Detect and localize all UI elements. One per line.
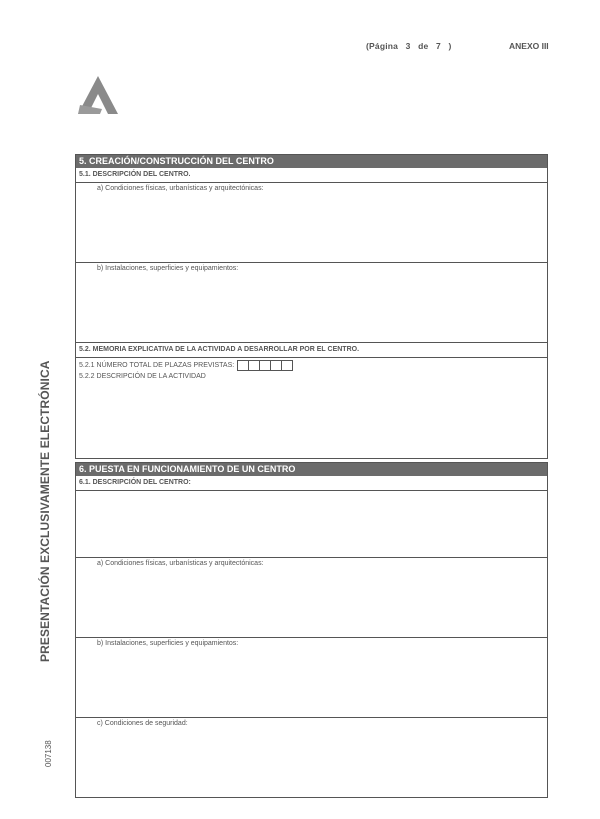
section-6-1-field-a[interactable] bbox=[76, 558, 547, 638]
places-input[interactable] bbox=[237, 360, 292, 371]
section-5-1-title: 5.1. DESCRIPCIÓN DEL CENTRO. bbox=[76, 168, 547, 183]
section-6-1-field-b[interactable] bbox=[76, 638, 547, 718]
page-number: (Página 3 de 7 ) bbox=[366, 41, 452, 51]
annex-label: ANEXO III bbox=[509, 41, 549, 51]
section-6-1-title: 6.1. DESCRIPCIÓN DEL CENTRO: bbox=[76, 476, 547, 491]
section-5-1-field-a[interactable] bbox=[76, 183, 547, 263]
places-row bbox=[76, 358, 547, 372]
section-5-creation bbox=[75, 154, 548, 459]
section-6-operation bbox=[75, 462, 548, 798]
activity-description-label: 5.2.2 DESCRIPCIÓN DE LA ACTIVIDAD bbox=[79, 373, 206, 380]
field-label: b) Instalaciones, superficies y equipamientos: bbox=[97, 640, 239, 647]
electronic-submission-notice: PRESENTACIÓN EXCLUSIVAMENTE ELECTRÓNICA bbox=[38, 360, 52, 662]
section-5-title: 5. CREACIÓN/CONSTRUCCIÓN DEL CENTRO bbox=[76, 155, 547, 168]
field-label: a) Condiciones físicas, urbanísticas y arquitectónicas: bbox=[97, 185, 264, 192]
section-6-1-field-c[interactable] bbox=[76, 718, 547, 797]
field-label: a) Condiciones físicas, urbanísticas y arquitectónicas: bbox=[97, 560, 264, 567]
places-label: 5.2.1 NÚMERO TOTAL DE PLAZAS PREVISTAS: bbox=[79, 361, 235, 369]
form-code: 007138 bbox=[44, 740, 53, 767]
field-label: c) Condiciones de seguridad: bbox=[97, 720, 188, 727]
section-6-title: 6. PUESTA EN FUNCIONAMIENTO DE UN CENTRO bbox=[76, 463, 547, 476]
section-6-1-description[interactable] bbox=[76, 491, 547, 558]
digit-box[interactable] bbox=[281, 360, 293, 371]
field-label: b) Instalaciones, superficies y equipamientos: bbox=[97, 265, 239, 272]
activity-description-area[interactable] bbox=[76, 384, 547, 459]
section-5-1-field-b[interactable] bbox=[76, 263, 547, 343]
section-5-2-title: 5.2. MEMORIA EXPLICATIVA DE LA ACTIVIDAD A DESARROLLAR POR EL CENTRO. bbox=[76, 343, 547, 358]
junta-andalucia-logo-icon bbox=[78, 76, 118, 114]
